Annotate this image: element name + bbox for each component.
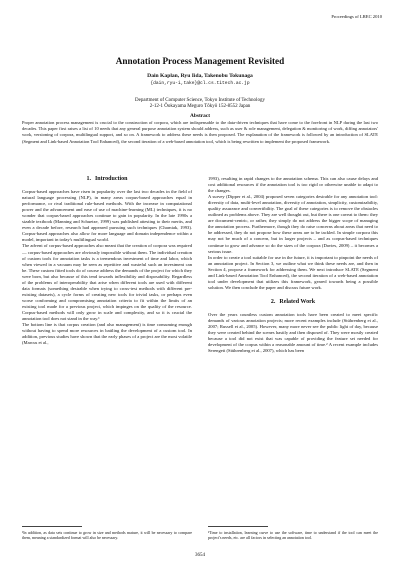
abstract-heading: Abstract bbox=[189, 113, 211, 119]
intro-paragraph: Corpus-based approaches have risen in popularity over the last two decades in the field of natural language processing (NLP), in many areas corpus-based approaches equal in performance, or rival traditional rule-based methods. With the increase in computational power and the advancement and ease of use of machine-learning (ML) techniques, it is no wonder that corpus-based approaches continue to gain in popularity. In the late 1990s a sizable textbook (Manning and Schuetze, 1999) was published attesting to their merits, and even a decade before, research had appeared pursuing such techniques (Charniak, 1993). Corpus-based approaches also allow for more language and domain independence within a model, important in today's multilingual world. bbox=[22, 189, 192, 243]
section-title: Introduction bbox=[94, 176, 128, 182]
affiliation-line-1: Department of Computer Science, Tokyo Institute of Technology bbox=[135, 98, 265, 103]
footnote-rule bbox=[22, 526, 82, 527]
paper-title: Annotation Process Management Revisited bbox=[115, 56, 285, 66]
right-column bbox=[208, 176, 378, 354]
intro-paragraph: The bottom line is that corpus creation (and also management) is time consuming enough without having to spend more resources in battling the development of a custom tool. In addition, previous studies have shown that the early phases of a project are the most volatile (Marcus et al., bbox=[22, 322, 192, 346]
section-heading-introduction bbox=[22, 176, 192, 182]
footnote-rule bbox=[208, 526, 268, 527]
left-column bbox=[22, 176, 192, 346]
paper-authors: Dain Kaplan, Ryu Iida, Takenobu Tokunaga bbox=[147, 73, 253, 79]
page-number: 3654 bbox=[195, 553, 205, 558]
intro-paragraph: The advent of corpus-based approaches also meant that the creation of corpora was required — corpus-based approaches are obviously impossible without them. The individual creation of custom tools for annotation tasks is a tremendous investment of time and labor, which when viewed in a vacuum may be seen as repetitive and wasteful such an investment can be. These custom fitted tools do of course address the demands of the project for which they were born, but also because of this tend towards inflexibility and disposability. Regardless of the problems of interoperability that arise when different tools are used with different data formats (something desirable when trying to cross-test methods with different pre-existing datasets), a cycle forms of creating new tools for trivial tasks, or perhaps even worse conforming and compromising annotation criteria to fit within the limits of an existing tool made for a previous project, which impinges on the quality of the resource. Corpus-based methods will only grow in scale and complexity, and so it is crucial the annotation tool does not stand in the way.¹ bbox=[22, 243, 192, 322]
abstract-text: Proper annotation process management is crucial to the construction of corpora, which are indispensable to the data-driven techniques that have come to the forefront in NLP during the last two decades. This paper first raises a list of 10 needs that any general purpose annotation system should address, such as user & role management, delegation & monitoring of work, diffing annotators' work, versioning of corpora, multilingual support, and so on. A framework to address these needs is then proposed. The explanation of the framework is followed by an introduction of SLATE (Segment and Link-based Annotation Tool Enhanced), the second iteration of a web-based annotation tool, which is being rewritten to implement the proposed framework. bbox=[22, 120, 378, 144]
affiliation bbox=[0, 98, 400, 110]
footnote-text: ²Time to installation, learning curve to use the software, time to understand if the tool can meet the project's needs, etc. are all factors in selecting an annotation tool. bbox=[208, 530, 378, 541]
section-number: 1. bbox=[86, 176, 91, 182]
proceedings-header: Proceedings of LREC 2010 bbox=[331, 14, 382, 19]
affiliation-line-2: 2-12-1 Ôokayama Meguro Tôkyô 152-8552 Japan bbox=[149, 104, 251, 110]
author-emails: {dain,ryu-i,take}@cl.cs.titech.ac.jp bbox=[150, 81, 250, 86]
footnote-left bbox=[22, 526, 192, 540]
intro-paragraph: In order to create a tool suitable for use in the future, it is important to pinpoint the needs of an annotation project. In Section 3, we outline what we think these needs are, and then in Section 4, propose a framework for addressing them. We next introduce SLATE (Segment and Link-based Annotation Tool Enhanced), the second iteration of a web-based annotation tool under development that utilizes this framework, geared towards being a possible solution. We then conclude the paper and discuss future work. bbox=[208, 254, 378, 290]
related-paragraph: Over the years countless custom annotation tools have been created to meet specific demands of various annotation projects; more recent examples include (Stührenberg et al., 2007; Russell et al., 2005). However, many more never see the public light of day, because they were created behind the scenes hastily and then disposed of. They were mostly created because a tool did not exist that was capable of providing the feature set needed for development of the corpus within a reasonable amount of time.² A recent example includes Serengeti (Stührenberg et al., 2007), which has been bbox=[208, 311, 378, 354]
intro-paragraph: A survey (Dipper et al., 2004) proposed seven categories desirable for any annotation tool: diversity of data, multi-level annotation, diversity of annotation, simplicity, customizability, quality assurance and convertibility. The goal of these categories is to remove the obstacles outlined as problems above. They are well thought out, but there is one caveat to them: they are document-centric, or rather, they simply do not address the bigger scope of managing the annotation process. Furthermore, though they do raise concerns about areas that need to be addressed, they do not propose how these areas are to be tackled. In simple corpora this may not be much of a concern, but in larger projects – and as corpus-based techniques continue to grow and advance so do the sizes of the corpora (Davies, 2009) – it becomes a serious issue. bbox=[208, 194, 378, 254]
intro-paragraph: 1993), resulting in rapid changes to the annotation schema. This can also cause delays and cost additional resources if the annotation tool is too rigid or otherwise unable to adapt to the changes. bbox=[208, 176, 378, 194]
section-number: 2. bbox=[270, 298, 276, 305]
footnote-text: ¹In addition, as data sets continue to grow in size and methods mature, it will be necessary to compare them, meaning a standardized format will also be necessary. bbox=[22, 530, 192, 541]
footnote-right bbox=[208, 526, 378, 540]
section-heading-related-work bbox=[208, 299, 378, 305]
section-title: Related Work bbox=[279, 298, 316, 305]
